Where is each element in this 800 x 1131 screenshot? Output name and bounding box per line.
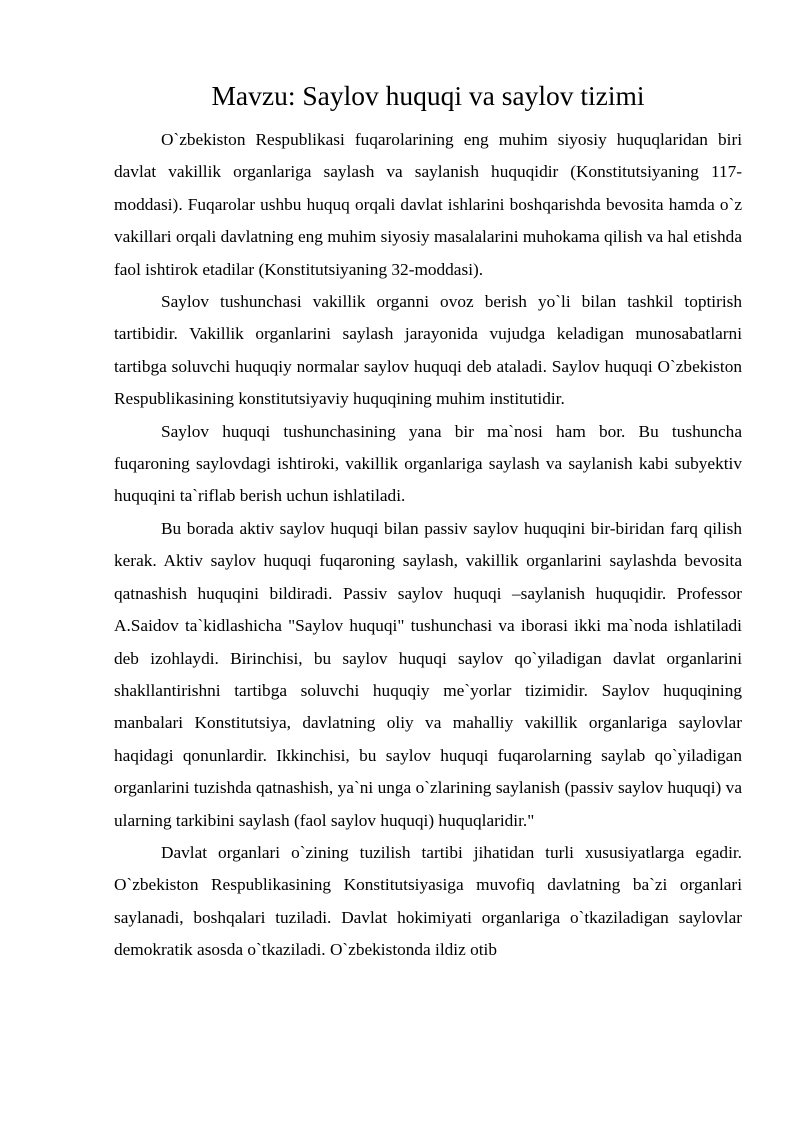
paragraph-5: Davlat organlari o`zining tuzilish tartibi jihatidan turli xususiyatlarga egadir. O`zbekiston Respublikasining Konstitutsiyasiga muvofiq davlatning ba`zi organlari saylanadi, boshqalari tuziladi. Davlat hokimiyati organlariga o`tkaziladigan saylovlar demokratik asosda o`tkaziladi. O`zbekistonda ildiz otib: [114, 842, 742, 960]
paragraph-1: O`zbekiston Respublikasi fuqarolarining eng muhim siyosiy huquqlaridan biri davlat vakillik organlariga saylash va saylanish huquqidir (Konstitutsiyaning 117-moddasi). Fuqarolar ushbu huquq orqali davlat ishlarini boshqarishda bevosita hamda o`z vakillari orqali davlatning eng muhim siyosiy masalalarini muhokama qilish va hal etishda faol ishtirok etadilar (Konstitutsiyaning 32-moddasi).: [114, 130, 742, 279]
page-title: Mavzu: Saylov huquqi va saylov tizimi: [211, 80, 645, 111]
paragraph-2: Saylov tushunchasi vakillik organni ovoz berish yo`li bilan tashkil toptirish tartibidir. Vakillik organlarini saylash jarayonida vujudga keladigan munosabatlarni tartibga soluvchi huquqiy normalar saylov huquqi deb ataladi. Saylov huquqi O`zbekiston Respublikasining konstitutsiyaviy huquqining muhim institutidir.: [114, 292, 742, 409]
paragraph-4: Bu borada aktiv saylov huquqi bilan passiv saylov huquqini bir-biridan farq qilish kerak. Aktiv saylov huquqi fuqaroning saylash, vakillik organlarini saylashda bevosita qatnashish huquqini bildiradi. Passiv saylov huquqi –saylanish huquqidir. Professor A.Saidov ta`kidlashicha "Saylov huquqi" tushunchasi va iborasi ikki ma`noda ishlatiladi deb izohlaydi. Birinchisi, bu saylov huquqi saylov qo`yiladigan davlat organlarini shakllantirishni tartibga soluvchi huquqiy me`yorlar tizimidir. Saylov huquqining manbalari Konstitutsiya, davlatning oliy va mahalliy vakillik organlariga saylovlar haqidagi qonunlardir. Ikkinchisi, bu saylov huquqi fuqarolarning saylab qo`yiladigan organlarini tuzishda qatnashish, ya`ni unga o`zlarining saylanish (passiv saylov huquqi) va ularning tarkibini saylash (faol saylov huquqi) huquqlaridir.": [114, 518, 742, 830]
document-page: [114, 78, 742, 967]
paragraph-3: Saylov huquqi tushunchasining yana bir ma`nosi ham bor. Bu tushuncha fuqaroning saylovdagi ishtiroki, vakillik organlariga saylash va saylanish kabi subyektiv huquqini ta`riflab berish uchun ishlatiladi.: [114, 421, 742, 506]
